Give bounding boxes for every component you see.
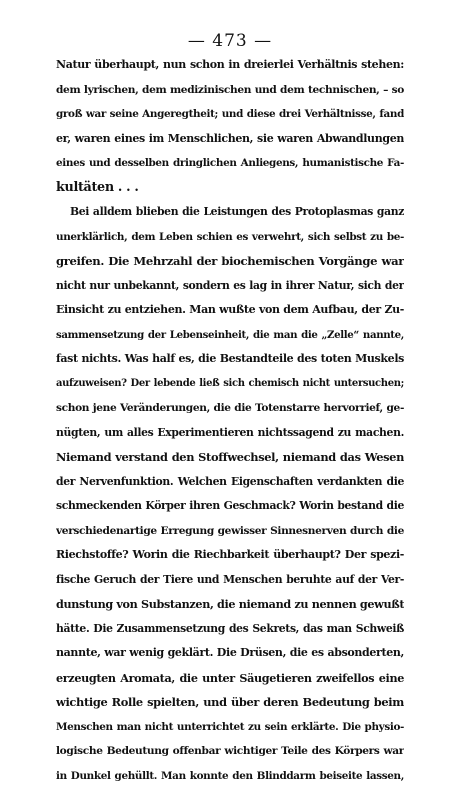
text-line: in Dunkel gehüllt. Man konnte den Blinddarm beiseite lassen, [56, 764, 404, 788]
text-line: aufzuweisen? Der lebende ließ sich chemisch nicht untersuchen; [56, 372, 404, 397]
text-line: erzeugten Aromata, die unter Säugetieren zweifellos eine [56, 666, 404, 691]
text-line: der Nervenfunktion. Welchen Eigenschaften verdankten die [56, 470, 404, 495]
text-line: Bei alldem blieben die Leistungen des Protoplasmas ganz [56, 200, 404, 225]
text-line: nicht nur unbekannt, sondern es lag in ihrer Natur, sich der [56, 274, 404, 299]
text-line: nügten, um alles Experimentieren nichtssagend zu machen. [56, 421, 404, 446]
text-line: groß war seine Angeregtheit; und diese drei Verhältnisse, fand [56, 102, 404, 127]
text-line: hätte. Die Zusammensetzung des Sekrets, das man Schweiß [56, 617, 404, 642]
text-line: verschiedenartige Erregung gewisser Sinnesnerven durch die [56, 519, 404, 544]
text-line: fische Geruch der Tiere und Menschen beruhte auf der Ver- [56, 568, 404, 593]
text-line: schmeckenden Körper ihren Geschmack? Worin bestand die [56, 494, 404, 519]
text-line: nannte, war wenig geklärt. Die Drüsen, die es absonderten, [56, 641, 404, 666]
text-line: logische Bedeutung offenbar wichtiger Teile des Körpers war [56, 739, 404, 764]
text-line: dem lyrischen, dem medizinischen und dem technischen, – so [56, 78, 404, 103]
text-line: eines und desselben dringlichen Anliegens, humanistische Fa- [56, 151, 404, 176]
text-line: greifen. Die Mehrzahl der biochemischen Vorgänge war [56, 249, 404, 274]
text-line: Natur überhaupt, nun schon in dreierlei Verhältnis stehen: [56, 53, 404, 78]
text-line: Menschen man nicht unterrichtet zu sein erklärte. Die physio- [56, 715, 404, 740]
text-line: er, waren eines im Menschlichen, sie waren Abwandlungen [56, 127, 404, 152]
text-line: schon jene Veränderungen, die die Totenstarre hervorrief, ge- [56, 396, 404, 421]
page-number: — 473 — [0, 31, 460, 51]
body-text [56, 53, 404, 788]
text-line: unerklärlich, dem Leben schien es verwehrt, sich selbst zu be- [56, 225, 404, 250]
text-line: kultäten . . . [56, 176, 404, 201]
text-line: Riechstoffe? Worin die Riechbarkeit überhaupt? Der spezi- [56, 543, 404, 568]
text-line: sammensetzung der Lebenseinheit, die man die „Zelle“ nannte, [56, 323, 404, 348]
text-line: dunstung von Substanzen, die niemand zu nennen gewußt [56, 592, 404, 617]
text-line: Einsicht zu entziehen. Man wußte von dem Aufbau, der Zu- [56, 298, 404, 323]
text-line: fast nichts. Was half es, die Bestandteile des toten Muskels [56, 347, 404, 372]
text-line: Niemand verstand den Stoffwechsel, niemand das Wesen [56, 445, 404, 470]
text-line: wichtige Rolle spielten, und über deren Bedeutung beim [56, 690, 404, 715]
